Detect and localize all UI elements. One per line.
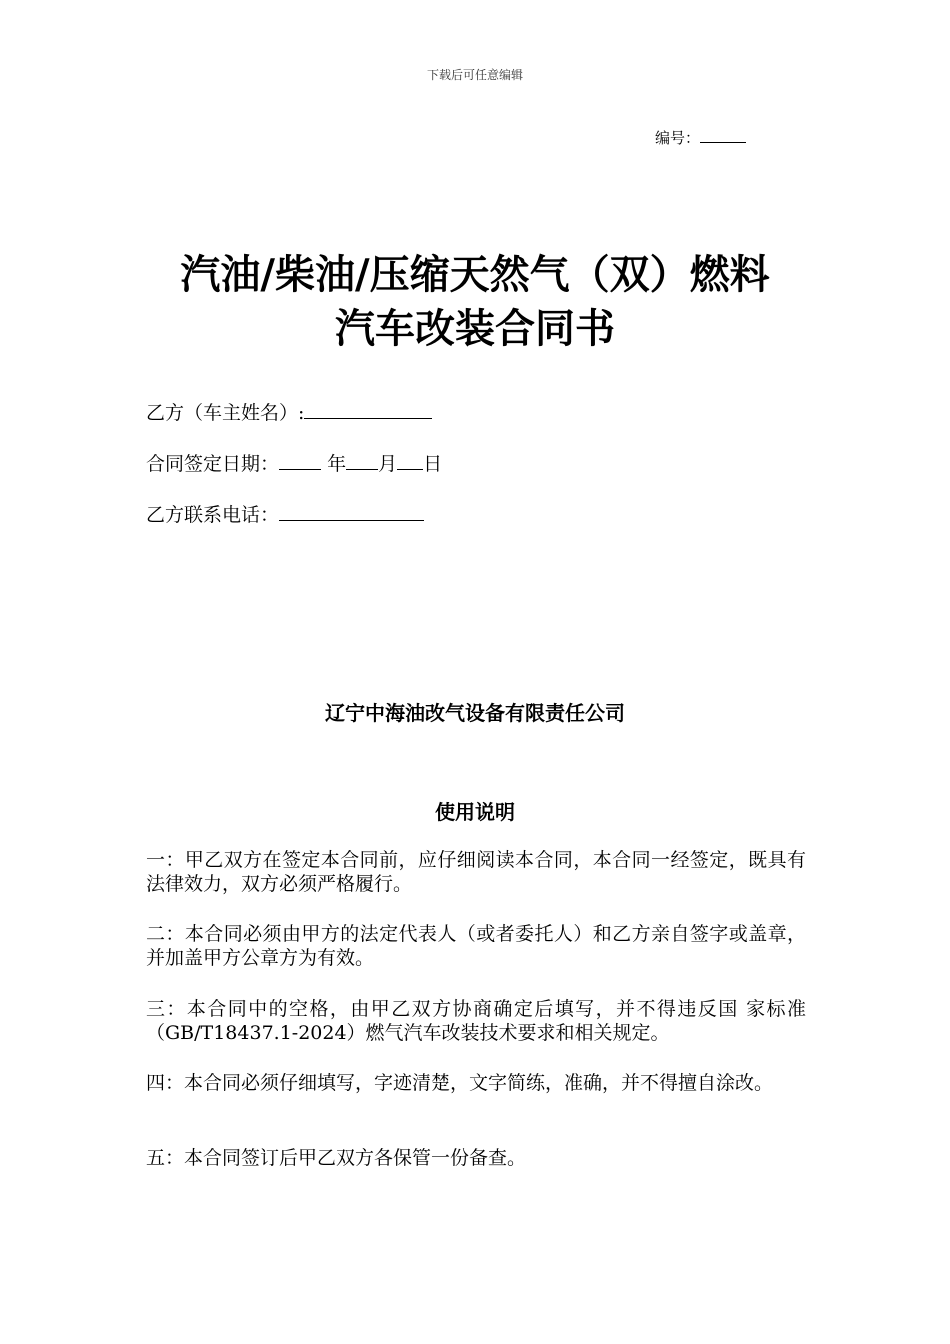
company-name: 辽宁中海油改气设备有限责任公司 — [325, 701, 625, 725]
document-title — [0, 248, 950, 356]
title-line-2: 汽车改装合同书 — [335, 305, 615, 352]
instruction-item-4: 四：本合同必须仔细填写，字迹清楚，文字简练，准确，并不得擅自涂改。 — [146, 1072, 774, 1094]
contract-date-label: 合同签定日期： — [146, 453, 280, 475]
instruction-item-1: 一：甲乙双方在签定本合同前，应仔细阅读本合同，本合同一经签定，既具有法律效力，双方必须严格履行。 — [146, 849, 806, 895]
phone-blank — [279, 501, 424, 521]
phone-field — [146, 500, 424, 527]
contract-number-label: 编号： — [655, 129, 701, 147]
contract-number-blank — [700, 127, 746, 143]
owner-name-blank — [304, 399, 432, 419]
title-line-1: 汽油/柴油/压缩天然气（双）燃料 — [180, 251, 770, 298]
instruction-item-5: 五：本合同签订后甲乙双方各保管一份备查。 — [146, 1147, 527, 1169]
year-label: 年 — [327, 453, 347, 475]
month-label: 月 — [378, 453, 398, 475]
month-blank — [346, 450, 378, 470]
instruction-item-3: 三：本合同中的空格，由甲乙双方协商确定后填写，并不得违反国 家标准（GB/T18437.1-2024）燃气汽车改装技术要求和相关规定。 — [146, 998, 806, 1044]
instruction-item-2: 二：本合同必须由甲方的法定代表人（或者委托人）和乙方亲自签字或盖章，并加盖甲方公章方为有效。 — [146, 923, 806, 969]
day-label: 日 — [423, 453, 443, 475]
year-blank — [279, 450, 321, 470]
header-note: 下载后可任意编辑 — [426, 68, 523, 82]
owner-name-label: 乙方（车主姓名）: — [146, 402, 305, 424]
contract-number — [655, 127, 746, 148]
day-blank — [397, 450, 423, 470]
instructions-title: 使用说明 — [435, 800, 515, 824]
owner-name-field — [146, 398, 432, 425]
contract-date-field — [146, 449, 442, 476]
phone-label: 乙方联系电话： — [146, 504, 280, 526]
